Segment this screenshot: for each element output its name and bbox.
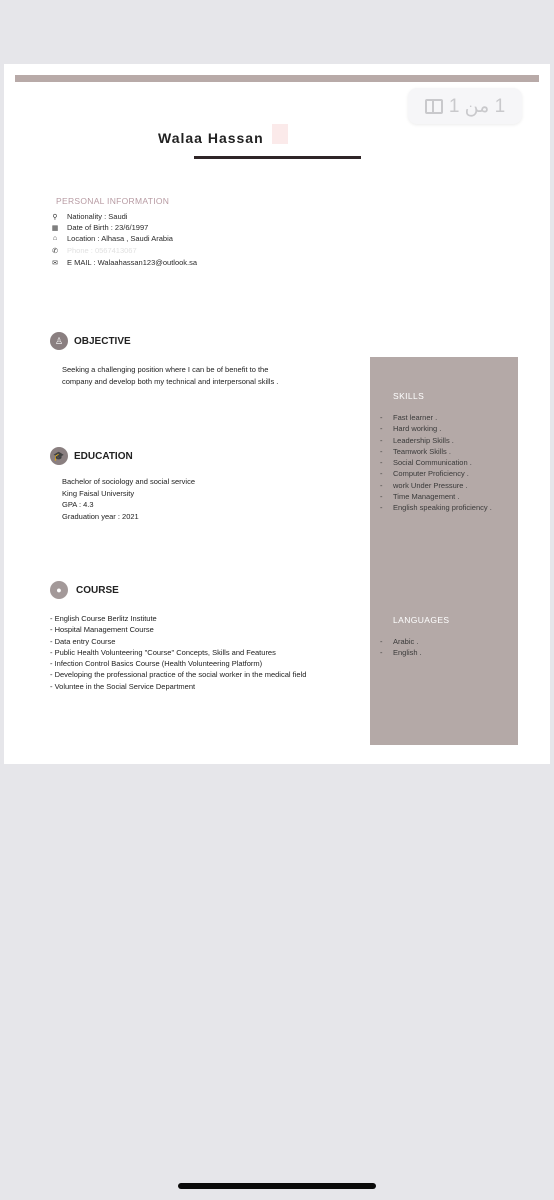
home-icon: ⌂ bbox=[52, 235, 58, 242]
resume-name: Walaa Hassan bbox=[158, 130, 264, 146]
email-text: E MAIL : Walaahassan123@outlook.sa bbox=[67, 258, 198, 267]
course-icon: ● bbox=[50, 581, 68, 599]
sidebar-toggle-icon[interactable] bbox=[425, 99, 443, 114]
dob-row bbox=[50, 222, 148, 233]
name-marker bbox=[272, 124, 288, 144]
skill-item: - Computer Proficiency . bbox=[380, 469, 469, 479]
skill-item: - Time Management . bbox=[380, 492, 460, 502]
envelope-icon: ✉ bbox=[52, 259, 58, 267]
education-line: Graduation year : 2021 bbox=[62, 511, 139, 521]
dob-text: Date of Birth : 23/6/1997 bbox=[67, 223, 149, 232]
course-item: - English Course Berlitz Institute bbox=[50, 614, 157, 623]
objective-line: company and develop both my technical and interpersonal skills . bbox=[62, 376, 279, 386]
skill-item: - English speaking proficiency . bbox=[380, 503, 492, 513]
language-item: - English . bbox=[380, 648, 422, 658]
skill-item: - Leadership Skills . bbox=[380, 435, 454, 445]
education-line: Bachelor of sociology and social service bbox=[62, 477, 195, 486]
skill-item: - Social Communication . bbox=[380, 458, 472, 468]
objective-heading: OBJECTIVE bbox=[74, 336, 131, 347]
phone-row bbox=[50, 245, 137, 256]
page-indicator[interactable] bbox=[408, 88, 522, 124]
languages-list bbox=[380, 636, 422, 659]
course-list bbox=[50, 613, 306, 692]
course-item: - Infection Control Basics Course (Health Volunteering Platform) bbox=[50, 659, 263, 669]
header-bar bbox=[15, 75, 539, 82]
education-text bbox=[62, 476, 195, 522]
course-item: - Hospital Management Course bbox=[50, 625, 154, 635]
nationality-row bbox=[50, 211, 127, 222]
location-text: Location : Alhasa , Saudi Arabia bbox=[67, 234, 173, 243]
education-heading: EDUCATION bbox=[74, 451, 133, 462]
personal-info-heading: PERSONAL INFORMATION bbox=[56, 196, 170, 206]
phone-text: Phone : 0567413067 bbox=[67, 246, 137, 255]
nationality-text: Nationality : Saudi bbox=[67, 212, 128, 221]
location-row bbox=[50, 233, 173, 244]
graduation-cap-icon: 🎓 bbox=[50, 447, 68, 465]
calendar-icon: ▦ bbox=[51, 224, 59, 232]
education-line: King Faisal University bbox=[62, 488, 135, 498]
course-item: - Public Health Volunteering "Course" Concepts, Skills and Features bbox=[50, 647, 276, 657]
email-row bbox=[50, 257, 197, 268]
skills-list bbox=[380, 412, 492, 514]
skill-item: - work Under Pressure . bbox=[380, 480, 468, 490]
course-item: - Voluntee in the Social Service Department bbox=[50, 681, 196, 691]
objective-line: Seeking a challenging position where I can be of benefit to the bbox=[62, 365, 269, 374]
skill-item: - Fast learner . bbox=[380, 413, 438, 422]
page-count-label: 1 من 1 bbox=[448, 95, 506, 117]
location-pin-icon: ⚲ bbox=[52, 213, 58, 221]
objective-icon: ♙ bbox=[50, 332, 68, 350]
skill-item: - Hard working . bbox=[380, 424, 442, 434]
phone-icon: ✆ bbox=[52, 247, 58, 255]
course-item: - Developing the professional practice of the social worker in the medical field bbox=[50, 670, 307, 680]
name-underline bbox=[194, 156, 361, 159]
resume-page bbox=[4, 64, 550, 764]
skill-item: - Teamwork Skills . bbox=[380, 446, 451, 456]
language-item: - Arabic . bbox=[380, 637, 419, 646]
skills-heading: SKILLS bbox=[393, 391, 425, 401]
home-indicator[interactable] bbox=[178, 1183, 376, 1189]
course-heading: COURSE bbox=[76, 585, 119, 596]
skills-sidebar bbox=[370, 357, 518, 745]
course-item: - Data entry Course bbox=[50, 636, 116, 646]
objective-text bbox=[62, 364, 278, 387]
education-line: GPA : 4.3 bbox=[62, 500, 94, 509]
languages-heading: LANGUAGES bbox=[393, 615, 450, 625]
